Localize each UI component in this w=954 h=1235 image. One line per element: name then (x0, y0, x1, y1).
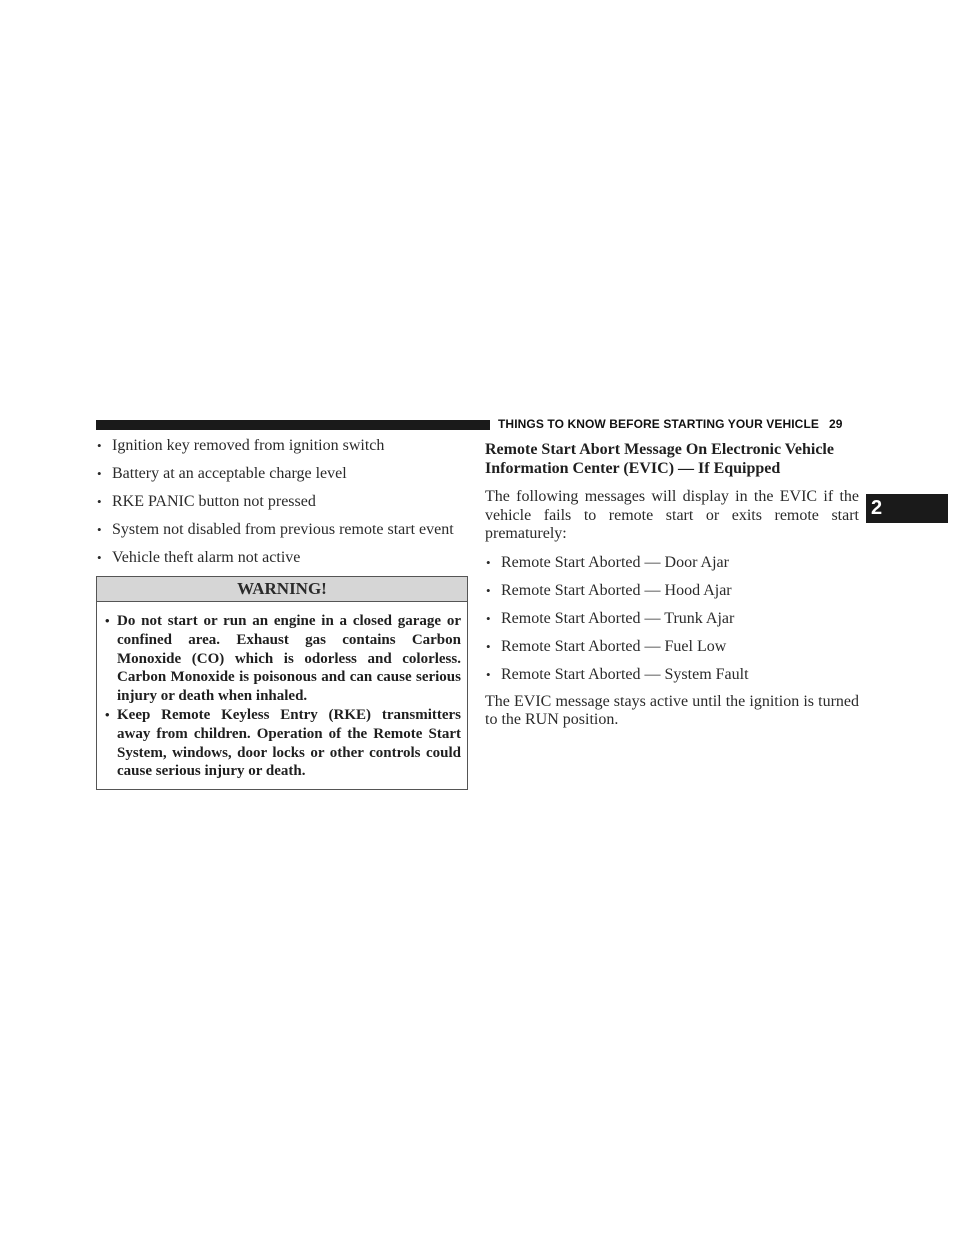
left-column (96, 436, 470, 790)
list-item: • Remote Start Aborted — System Fault (485, 665, 859, 685)
chapter-tab: 2 (866, 494, 948, 523)
warning-title: WARNING! (97, 577, 467, 602)
conditions-list (96, 436, 470, 568)
running-header (498, 417, 860, 431)
list-item: • Remote Start Aborted — Door Ajar (485, 553, 859, 573)
section-heading: Remote Start Abort Message On Electronic Vehicle Information Center (EVIC) — If Equipped (485, 441, 834, 477)
list-item: • RKE PANIC button not pressed (96, 492, 470, 512)
warning-box (96, 576, 468, 790)
header-rule (96, 420, 490, 430)
list-item: • Remote Start Aborted — Trunk Ajar (485, 609, 859, 629)
intro-paragraph: The following messages will display in the EVIC if the vehicle fails to remote start or exits remote start prematurely: (485, 488, 859, 542)
list-item: • Remote Start Aborted — Fuel Low (485, 637, 859, 657)
list-item: • Remote Start Aborted — Hood Ajar (485, 581, 859, 601)
section-title: THINGS TO KNOW BEFORE STARTING YOUR VEHICLE (498, 417, 819, 431)
right-column (485, 436, 859, 730)
list-item: • Battery at an acceptable charge level (96, 464, 470, 484)
warning-item: • Do not start or run an engine in a closed garage or confined area. Exhaust gas contains Carbon Monoxide (CO) which is odorless and colorless. Carbon Monoxide is poisonous and can cause serious injury or death when inhaled. (105, 612, 461, 706)
closing-paragraph: The EVIC message stays active until the ignition is turned to the RUN position. (485, 692, 859, 728)
list-item: • Vehicle theft alarm not active (96, 548, 470, 568)
abort-messages-list (485, 553, 859, 685)
warning-item: • Keep Remote Keyless Entry (RKE) transmitters away from children. Operation of the Remote Start System, windows, door locks or other controls could cause serious injury or death. (105, 706, 461, 781)
page-number: 29 (828, 417, 843, 431)
warning-list (97, 602, 467, 789)
list-item: • System not disabled from previous remote start event (96, 520, 470, 540)
list-item: • Ignition key removed from ignition switch (96, 436, 470, 456)
